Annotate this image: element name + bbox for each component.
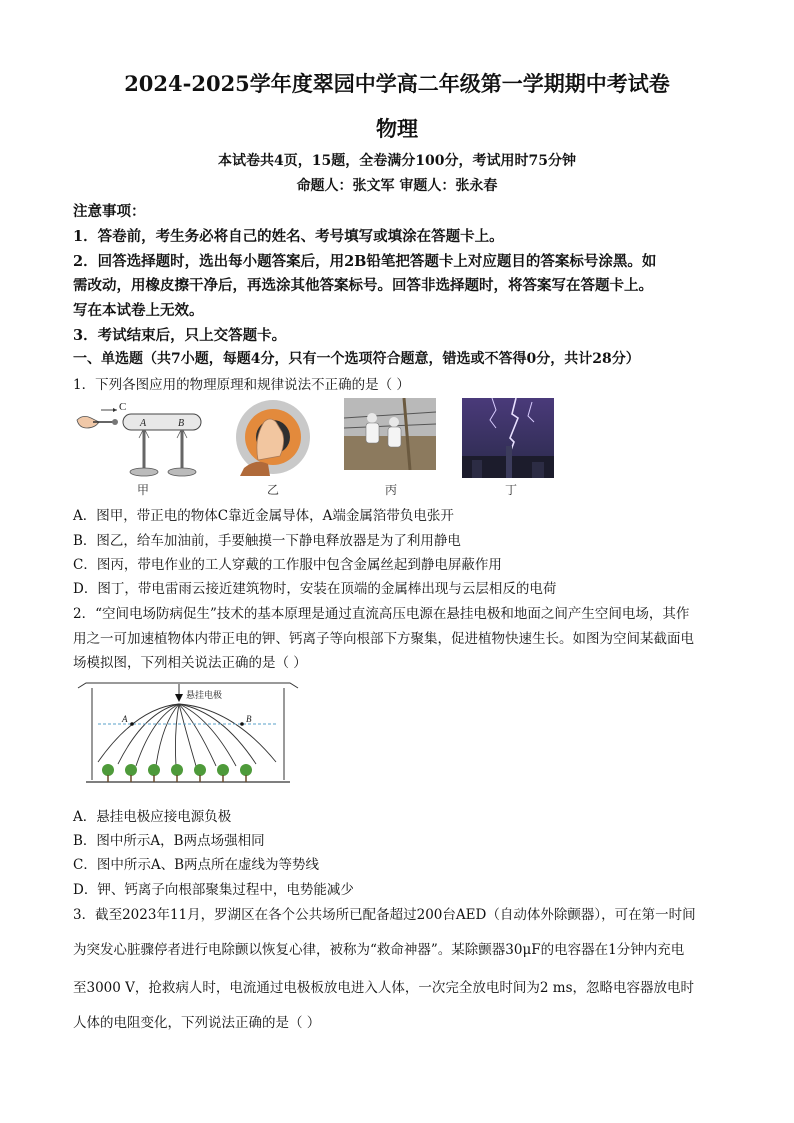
fig-letter-a: A	[140, 418, 147, 429]
fig-letter-c: C	[119, 401, 127, 413]
notice-heading: 注意事项：	[73, 203, 146, 220]
q2-field-figure	[76, 682, 300, 792]
q3-stem-line-1: 3．截至2023年11月，罗湖区在各个公共场所已配备超过200台AED（自动体外除颤器），可在第一时间	[73, 907, 696, 923]
q3-stem-line-4: 人体的电阻变化，下列说法正确的是（ ）	[73, 1015, 321, 1031]
q1-figure-bing	[344, 398, 436, 470]
q2-option-a: A．悬挂电极应接电源负极	[73, 809, 232, 825]
subject-title: 物理	[376, 116, 418, 141]
electrode-label: 悬挂电极	[186, 691, 223, 701]
fig-label-bing: 丙	[385, 483, 398, 497]
q2-stem-line-2: 用之一可加速植物体内带正电的钾、钙离子等向根部下方聚集，促进植物快速生长。如图为空间某截面电	[73, 631, 694, 647]
q1-option-b: B．图乙，给车加油前，手要触摸一下静电释放器是为了利用静电	[73, 533, 461, 549]
notice-item-3: 3．考试结束后，只上交答题卡。	[73, 327, 287, 344]
point-b-label: B	[246, 714, 252, 724]
notice-item-1: 1．答卷前，考生务必将自己的姓名、考号填写或填涂在答题卡上。	[73, 228, 504, 245]
q1-option-d: D．图丁，带电雷雨云接近建筑物时，安装在顶端的金属棒出现与云层相反的电荷	[73, 581, 557, 597]
q1-option-c: C．图丙，带电作业的工人穿戴的工作服中包含金属丝起到静电屏蔽作用	[73, 557, 502, 573]
q2-stem-line-3: 场模拟图，下列相关说法正确的是（ ）	[73, 655, 307, 671]
notice-item-2-line-1: 2．回答选择题时，选出每小题答案后，用2B铅笔把答题卡上对应题目的答案标号涂黑。如	[73, 253, 657, 270]
exam-title: 2024-2025学年度翠园中学高二年级第一学期期中考试卷	[124, 71, 670, 96]
section-heading: 一、单选题（共7小题，每题4分，只有一个选项符合题意，错选或不答得0分，共计28分）	[73, 351, 640, 367]
q1-option-a: A．图甲，带正电的物体C靠近金属导体，A端金属箔带负电张开	[73, 508, 454, 524]
notice-item-2-line-3: 写在本试卷上无效。	[73, 302, 204, 319]
fig-label-yi: 乙	[267, 483, 280, 497]
q2-option-b: B．图中所示A，B两点场强相同	[73, 833, 265, 849]
fig-label-ding: 丁	[505, 483, 518, 497]
plant-row	[102, 764, 252, 782]
q1-figure-ding	[462, 398, 554, 478]
exam-info-line: 本试卷共4页，15题，全卷满分100分，考试用时75分钟	[218, 153, 576, 169]
lightning-building-photo	[462, 398, 554, 478]
q1-figure-jia	[73, 398, 213, 480]
point-a-label: A	[122, 714, 128, 724]
q1-figure-yi	[236, 398, 310, 476]
static-discharger-photo	[236, 398, 310, 476]
electroscope-diagram	[73, 398, 213, 480]
exam-authors: 命题人：张文军 审题人：张永春	[296, 178, 498, 194]
q2-stem-line-1: 2．“空间电场防病促生”技术的基本原理是通过直流高压电源在悬挂电极和地面之间产生空间电场，其作	[73, 606, 690, 622]
live-line-worker-photo	[344, 398, 436, 470]
q2-option-d: D．钾、钙离子向根部聚集过程中，电势能减少	[73, 882, 354, 898]
notice-item-2-line-2: 需改动，用橡皮擦干净后，再选涂其他答案标号。回答非选择题时，将答案写在答题卡上。	[73, 277, 653, 294]
fig-label-jia: 甲	[137, 483, 150, 497]
q3-stem-line-2: 为突发心脏骤停者进行电除颤以恢复心律，被称为“救命神器”。某除颤器30μF的电容器在1分钟内充电	[73, 942, 685, 958]
fig-letter-b: B	[178, 418, 185, 429]
electric-field-diagram	[76, 682, 300, 792]
q1-stem: 1．下列各图应用的物理原理和规律说法不正确的是（ ）	[73, 377, 410, 393]
q3-stem-line-3: 至3000 V，抢救病人时，电流通过电极板放电进入人体，一次完全放电时间为2 ms，忽略电容器放电时	[73, 980, 695, 996]
q2-option-c: C．图中所示A、B两点所在虚线为等势线	[73, 857, 319, 873]
